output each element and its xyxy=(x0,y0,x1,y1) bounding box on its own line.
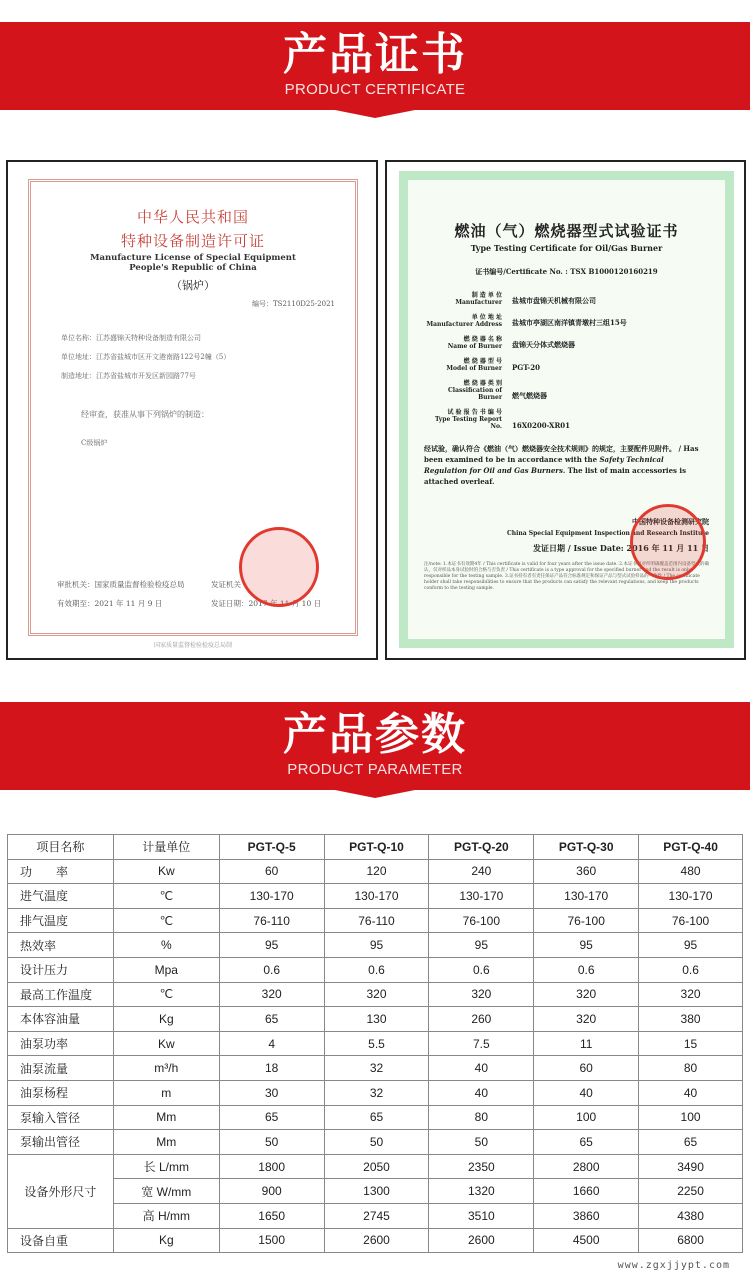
table-cell: m³/h xyxy=(113,1056,219,1081)
table-cell: 65 xyxy=(219,1105,324,1130)
table-cell: 76-110 xyxy=(324,908,429,933)
table-cell: 0.6 xyxy=(639,957,743,982)
table-row xyxy=(8,1007,743,1032)
table-row xyxy=(8,1179,743,1204)
table-cell: 设备自重 xyxy=(8,1228,114,1253)
table-cell: 0.6 xyxy=(324,957,429,982)
table-row xyxy=(8,1228,743,1253)
table-row xyxy=(8,884,743,909)
watermark: www.zgxjjypt.com xyxy=(617,1260,730,1271)
table-cell: 4500 xyxy=(534,1228,639,1253)
cert-field-value: 盘锦天分体式燃烧器 xyxy=(512,340,575,349)
table-cell: 130-170 xyxy=(429,884,534,909)
column-header: PGT-Q-20 xyxy=(429,835,534,860)
license-title-en: Manufacture License of Special Equipment xyxy=(90,253,296,263)
table-cell: 进气温度 xyxy=(8,884,114,909)
table-cell: 50 xyxy=(324,1130,429,1155)
table-cell: 80 xyxy=(639,1056,743,1081)
table-cell: 50 xyxy=(429,1130,534,1155)
table-cell: 6800 xyxy=(639,1228,743,1253)
table-header xyxy=(8,835,743,860)
table-cell: 40 xyxy=(534,1080,639,1105)
license-number: 编号：TS2110D25-2021 xyxy=(252,300,335,308)
column-header: PGT-Q-30 xyxy=(534,835,639,860)
table-cell: 320 xyxy=(534,1007,639,1032)
cert-field-value: 燃气燃烧器 xyxy=(512,391,547,400)
table-cell: 320 xyxy=(324,982,429,1007)
table-cell: 65 xyxy=(219,1007,324,1032)
table-cell: 100 xyxy=(639,1105,743,1130)
table-row xyxy=(8,908,743,933)
banner-title: 产品参数 xyxy=(283,709,467,760)
column-header: 计量单位 xyxy=(113,835,219,860)
table-cell: 360 xyxy=(534,859,639,884)
license-unit-address: 单位地址：江苏省盐城市区开文港南路122号2幢（5） xyxy=(61,353,231,361)
table-cell: 2050 xyxy=(324,1154,429,1179)
table-cell: 4380 xyxy=(639,1203,743,1228)
license-category: （锅炉） xyxy=(171,279,215,292)
table-cell: 1650 xyxy=(219,1203,324,1228)
table-cell: 40 xyxy=(429,1080,534,1105)
banner-subtitle: PRODUCT PARAMETER xyxy=(287,761,463,778)
table-cell: 2745 xyxy=(324,1203,429,1228)
table-cell: 5.5 xyxy=(324,1031,429,1056)
license-issue-date: 发证日期：2017 年 11 月 10 日 xyxy=(211,599,322,608)
table-row xyxy=(8,859,743,884)
table-cell: 320 xyxy=(219,982,324,1007)
table-cell: 100 xyxy=(534,1105,639,1130)
table-row xyxy=(8,933,743,958)
cert-field-value: 16X0200-XR01 xyxy=(512,421,571,430)
cert-title: 燃油（气）燃烧器型式试验证书 xyxy=(454,222,679,240)
table-cell: 95 xyxy=(324,933,429,958)
table-cell: Kg xyxy=(113,1228,219,1253)
table-cell: 32 xyxy=(324,1080,429,1105)
parameter-banner xyxy=(0,702,750,790)
table-cell: 7.5 xyxy=(429,1031,534,1056)
table-cell: Kw xyxy=(113,1031,219,1056)
license-unit-name: 单位名称：江苏盛锦天特种设备制造有限公司 xyxy=(61,334,201,342)
table-row xyxy=(8,982,743,1007)
license-title: 中华人民共和国 xyxy=(136,208,249,226)
table-cell: 2600 xyxy=(324,1228,429,1253)
cert-title-en: Type Testing Certificate for Oil/Gas Burner xyxy=(470,243,663,253)
cert-fields: 制 造 单 位 Manufacturer 盐城市盘锦天机械有限公司 单 位 地 址 Manufacturer Address 盐城市亭湖区南洋镇青墩村三组15号 燃 烧 器 名 称 Name of Burner 盘锦天分体式燃烧器 燃 烧 器 型 号 Model of Burner PGT-20 燃 烧 器 类 别 Classification of Burner 燃气燃烧器 试 验 报 告 书 编 号 Type Testing Report No. 16X0200-XR01 xyxy=(424,287,629,433)
table-cell: 0.6 xyxy=(429,957,534,982)
license-approval: 经审查，获准从事下列锅炉的制造： xyxy=(81,410,209,419)
table-cell: 0.6 xyxy=(534,957,639,982)
table-cell: 1320 xyxy=(429,1179,534,1204)
table-cell: % xyxy=(113,933,219,958)
banner-arrow xyxy=(335,110,415,118)
table-cell: 功 率 xyxy=(8,859,114,884)
table-cell: 11 xyxy=(534,1031,639,1056)
table-cell: 65 xyxy=(639,1130,743,1155)
table-cell: 76-110 xyxy=(219,908,324,933)
table-cell: 65 xyxy=(324,1105,429,1130)
table-cell: 油泵功率 xyxy=(8,1031,114,1056)
table-cell: 油泵杨程 xyxy=(8,1080,114,1105)
table-row xyxy=(8,1056,743,1081)
table-cell: 2350 xyxy=(429,1154,534,1179)
official-seal xyxy=(239,527,319,607)
table-cell: 4 xyxy=(219,1031,324,1056)
table-cell: 900 xyxy=(219,1179,324,1204)
table-cell: 240 xyxy=(429,859,534,884)
cert-field-value: PGT-20 xyxy=(512,363,540,372)
table-cell: 泵输出管径 xyxy=(8,1130,114,1155)
license-title-2: 特种设备制造许可证 xyxy=(120,232,265,250)
table-cell: 长 L/mm xyxy=(113,1154,219,1179)
column-header: PGT-Q-5 xyxy=(219,835,324,860)
table-cell: 30 xyxy=(219,1080,324,1105)
license-title-en-2: People's Republic of China xyxy=(129,263,257,273)
table-cell: 95 xyxy=(534,933,639,958)
cert-field-value: 盐城市盘锦天机械有限公司 xyxy=(512,296,596,305)
table-row xyxy=(8,1105,743,1130)
cert-statement: 经试验，确认符合《燃油（气）燃烧器安全技术规则》的规定，主要配件见附件。 / Has been examined to be in accordance with the Safety Technical Regulation for Oil and Gas Burners. The list of main accessories is attached overleaf. xyxy=(424,444,699,486)
table-cell: 排气温度 xyxy=(8,908,114,933)
certificate-banner xyxy=(0,22,750,110)
table-cell: 高 H/mm xyxy=(113,1203,219,1228)
table-cell: 2800 xyxy=(534,1154,639,1179)
institute-seal xyxy=(630,504,706,580)
table-cell: 130 xyxy=(324,1007,429,1032)
table-cell: 40 xyxy=(639,1080,743,1105)
table-cell: 60 xyxy=(534,1056,639,1081)
parameter-table xyxy=(7,834,743,1253)
table-row xyxy=(8,1031,743,1056)
table-cell: 泵输入管径 xyxy=(8,1105,114,1130)
column-header: 项目名称 xyxy=(8,835,114,860)
manufacture-license-image xyxy=(6,160,378,660)
table-cell: 76-100 xyxy=(534,908,639,933)
table-cell: Mm xyxy=(113,1105,219,1130)
table-cell: 130-170 xyxy=(219,884,324,909)
table-row xyxy=(8,957,743,982)
table-cell: Kw xyxy=(113,859,219,884)
table-cell: 320 xyxy=(534,982,639,1007)
table-cell: 本体容油量 xyxy=(8,1007,114,1032)
table-cell: 480 xyxy=(639,859,743,884)
table-cell: 130-170 xyxy=(534,884,639,909)
table-cell: 1300 xyxy=(324,1179,429,1204)
license-authority: 审批机关：国家质量监督检验检疫总局 xyxy=(57,580,185,589)
table-cell: 3860 xyxy=(534,1203,639,1228)
table-cell: 15 xyxy=(639,1031,743,1056)
table-cell: ℃ xyxy=(113,982,219,1007)
banner-arrow xyxy=(335,790,415,798)
banner-title: 产品证书 xyxy=(283,29,467,80)
table-row xyxy=(8,1130,743,1155)
table-cell: 2250 xyxy=(639,1179,743,1204)
banner-subtitle: PRODUCT CERTIFICATE xyxy=(284,81,466,98)
table-cell: 120 xyxy=(324,859,429,884)
type-testing-certificate-image xyxy=(385,160,746,660)
table-cell: 设计压力 xyxy=(8,957,114,982)
table-cell: m xyxy=(113,1080,219,1105)
table-cell: 热效率 xyxy=(8,933,114,958)
cert-issue-date: 发证日期 / Issue Date: 2016 年 11 月 11 日 xyxy=(532,543,709,553)
table-row xyxy=(8,1080,743,1105)
table-cell: 60 xyxy=(219,859,324,884)
license-issuer: 发证机关 xyxy=(211,580,241,589)
table-cell: 设备外形尺寸 xyxy=(8,1154,114,1228)
table-cell: Kg xyxy=(113,1007,219,1032)
table-cell: 76-100 xyxy=(429,908,534,933)
cert-institute: 中国特种设备检测研究院 xyxy=(632,517,709,526)
table-cell: 油泵流量 xyxy=(8,1056,114,1081)
table-cell: 65 xyxy=(534,1130,639,1155)
license-scope: C级锅炉 xyxy=(81,439,108,447)
table-cell: 宽 W/mm xyxy=(113,1179,219,1204)
table-cell: 95 xyxy=(219,933,324,958)
table-cell: Mm xyxy=(113,1130,219,1155)
table-cell: 18 xyxy=(219,1056,324,1081)
table-cell: 3490 xyxy=(639,1154,743,1179)
license-footer: 国家质量监督检验检疫总局制 xyxy=(153,642,232,649)
table-cell: 1500 xyxy=(219,1228,324,1253)
table-cell: 32 xyxy=(324,1056,429,1081)
table-cell: 130-170 xyxy=(639,884,743,909)
table-cell: 76-100 xyxy=(639,908,743,933)
table-cell: 380 xyxy=(639,1007,743,1032)
cert-notes: 注/note: 1.本证书有效期4年 / This certificate is valid for four years after the issue date. 2.本证书是对所明确覆盖范围内设备型式的确认，仅对样品本身试验时的合格与否负责 / This certificate is a type approval for the specified burner and the result is only responsible for the testing sample. 3.证书持有者有责任保证产品符合标准规定和保证产品与型式试验样品的一致性 / The certificate holder shall take responsibilities to ensure that the products can satisfy the relevant regulations, and keep the products conform to the testing sample. xyxy=(424,562,709,591)
table-cell: 1800 xyxy=(219,1154,324,1179)
table-cell: 50 xyxy=(219,1130,324,1155)
table-cell: 130-170 xyxy=(324,884,429,909)
cert-number: 证书编号/Certificate No. : TSX B1000120160219 xyxy=(475,267,658,276)
table-cell: 320 xyxy=(639,982,743,1007)
table-cell: 1660 xyxy=(534,1179,639,1204)
license-mfg-address: 制造地址：江苏省盐城市开发区新园路77号 xyxy=(61,372,196,380)
table-row xyxy=(8,1203,743,1228)
table-cell: ℃ xyxy=(113,884,219,909)
table-cell: ℃ xyxy=(113,908,219,933)
table-cell: 0.6 xyxy=(219,957,324,982)
table-row xyxy=(8,1154,743,1179)
table-cell: 260 xyxy=(429,1007,534,1032)
table-cell: 3510 xyxy=(429,1203,534,1228)
table-cell: Mpa xyxy=(113,957,219,982)
table-cell: 40 xyxy=(429,1056,534,1081)
column-header: PGT-Q-40 xyxy=(639,835,743,860)
table-cell: 最高工作温度 xyxy=(8,982,114,1007)
column-header: PGT-Q-10 xyxy=(324,835,429,860)
license-valid-until: 有效期至：2021 年 11 月 9 日 xyxy=(57,599,163,608)
table-cell: 95 xyxy=(639,933,743,958)
table-cell: 2600 xyxy=(429,1228,534,1253)
cert-institute-en: China Special Equipment Inspection and Research Institute xyxy=(506,530,709,537)
table-cell: 80 xyxy=(429,1105,534,1130)
table-cell: 320 xyxy=(429,982,534,1007)
cert-field-value: 盐城市亭湖区南洋镇青墩村三组15号 xyxy=(512,318,627,327)
table-cell: 95 xyxy=(429,933,534,958)
